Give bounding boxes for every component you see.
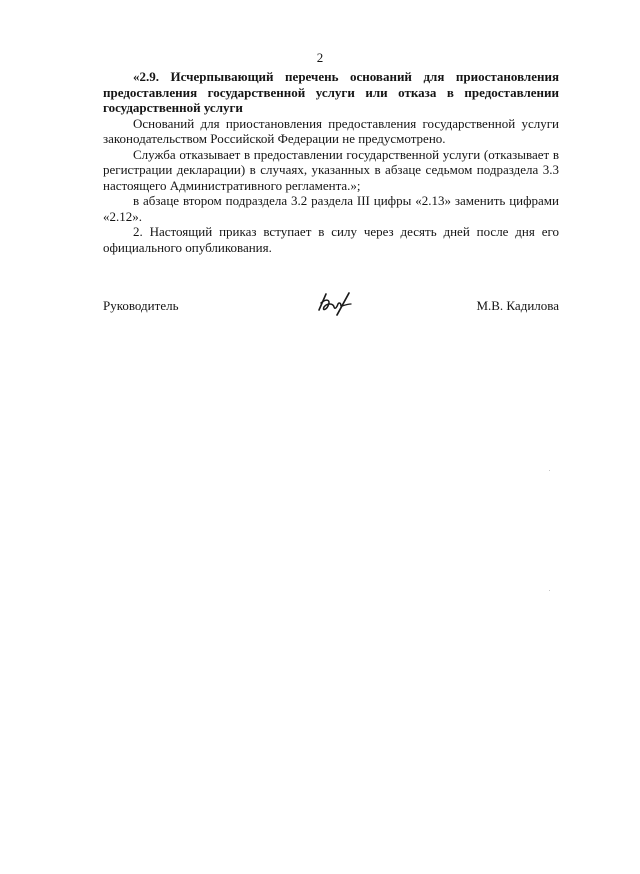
handwritten-signature xyxy=(315,288,359,318)
scan-artifact xyxy=(549,590,550,591)
effective-date-paragraph: 2. Настоящий приказ вступает в силу через десять дней после дня его официального опубликования. xyxy=(103,224,559,255)
page-number: 2 xyxy=(316,50,324,65)
scan-artifact xyxy=(549,470,550,471)
document-body xyxy=(103,69,559,255)
signature-block xyxy=(103,288,559,328)
section-heading-paragraph: «2.9. Исчерпывающий перечень оснований для приостановления предоставления государственной услуги или отказа в предоставлении государственной услуги xyxy=(103,69,559,115)
signatory-role: Руководитель xyxy=(103,298,179,313)
refusal-grounds-paragraph: Служба отказывает в предоставлении государственной услуги (отказывает в регистрации декларации) в случаях, указанных в абзаце седьмом подраздела 3.3 настоящего Административного регламента.»; xyxy=(103,146,559,193)
amendment-paragraph: в абзаце втором подраздела 3.2 раздела III цифры «2.13» заменить цифрами «2.12». xyxy=(103,193,559,224)
no-suspension-paragraph: Оснований для приостановления предоставления государственной услуги законодательством Российской Федерации не предусмотрено. xyxy=(103,115,559,146)
signatory-name: М.В. Кадилова xyxy=(476,298,559,313)
